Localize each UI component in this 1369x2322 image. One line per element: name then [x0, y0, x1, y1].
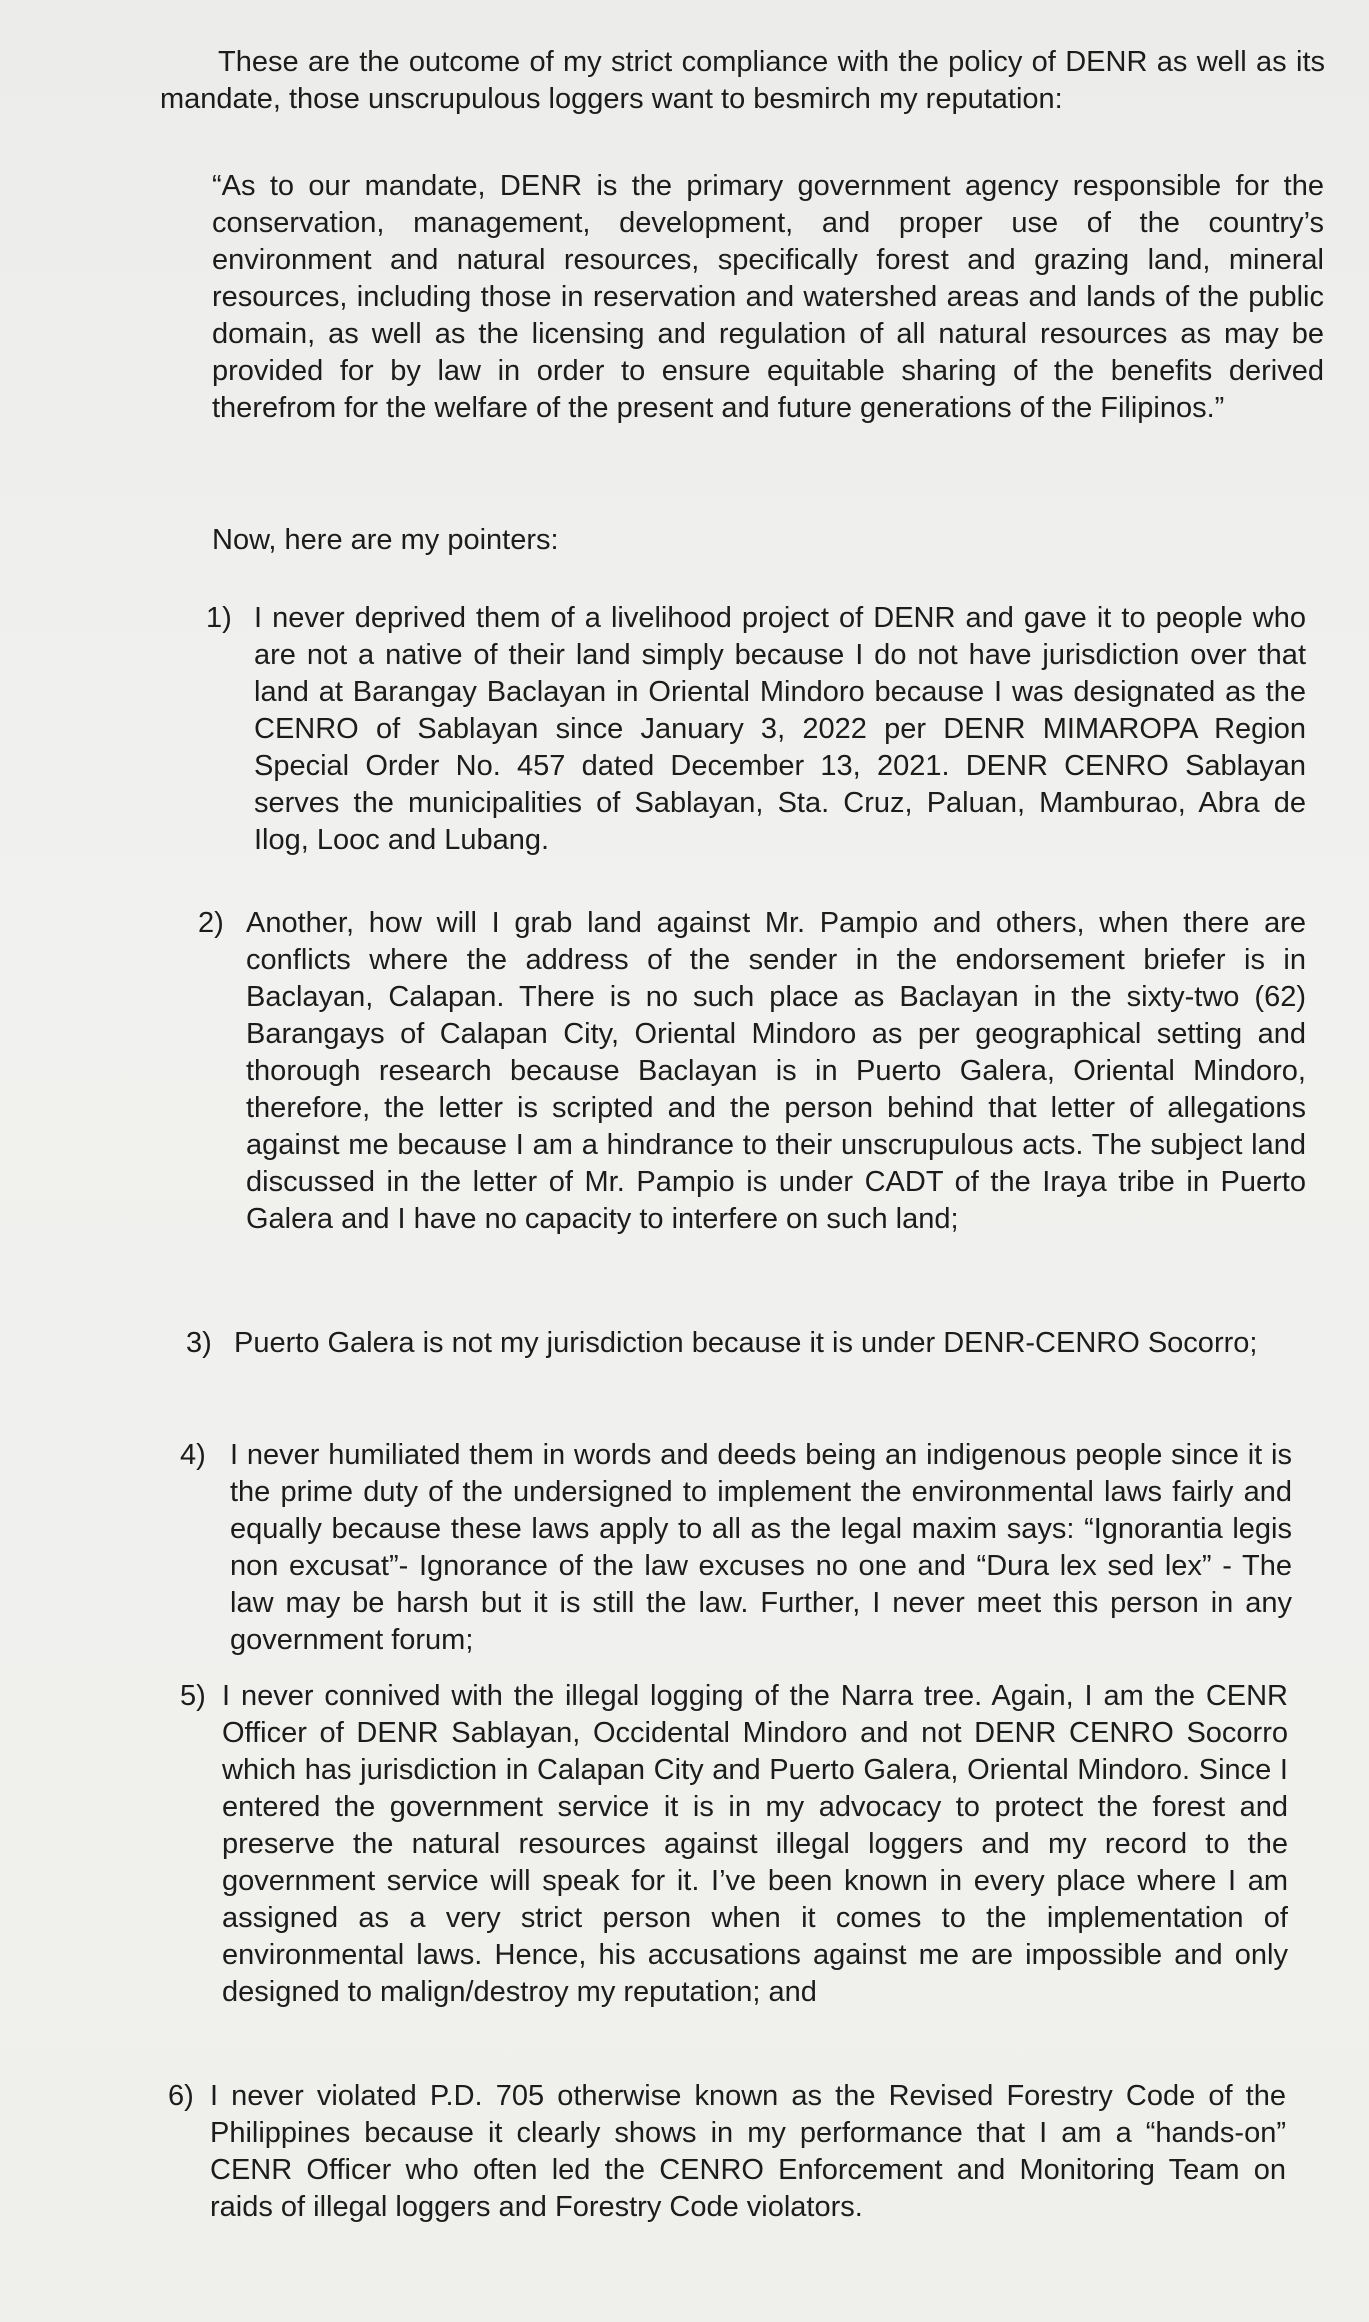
list-item	[180, 1678, 1288, 2011]
list-item-number: 6)	[168, 2080, 194, 2112]
list-item	[186, 1325, 1301, 1362]
list-item-number: 1)	[206, 602, 232, 634]
list-item-text: I never humiliated them in words and deeds being an indigenous people since it is the prime duty of the undersigned to implement the environmental laws fairly and equally because these laws apply to all as the legal maxim says: “Ignorantia legis non excusat”- Ignorance of the law excuses no one and “Dura lex sed lex” - The law may be harsh but it is still the law. Further, I never meet this person in any government forum;	[230, 1439, 1292, 1656]
pointers-intro: Now, here are my pointers:	[212, 524, 559, 556]
list-item-text: I never violated P.D. 705 otherwise known as the Revised Forestry Code of the Philippines because it clearly shows in my performance that I am a “hands-on” CENR Officer who often led the CENRO Enforcement and Monitoring Team on raids of illegal loggers and Forestry Code violators.	[210, 2080, 1286, 2223]
list-item-text: I never connived with the illegal logging of the Narra tree. Again, I am the CENR Officer of DENR Sablayan, Occidental Mindoro and not DENR CENRO Socorro which has jurisdiction in Calapan City and Puerto Galera, Oriental Mindoro. Since I entered the government service it is in my advocacy to protect the forest and preserve the natural resources against illegal loggers and my record to the government service will speak for it. I’ve been known in every place where I am assigned as a very strict person when it comes to the implementation of environmental laws. Hence, his accusations against me are impossible and only designed to malign/destroy my reputation; and	[222, 1680, 1288, 2008]
list-item	[198, 905, 1306, 1238]
intro-paragraph: These are the outcome of my strict compliance with the policy of DENR as well as its mandate, those unscrupulous loggers want to besmirch my reputation:	[160, 46, 1325, 115]
list-item-text: Puerto Galera is not my jurisdiction because it is under DENR-CENRO Socorro;	[234, 1327, 1258, 1359]
list-item-number: 5)	[180, 1680, 206, 1712]
list-item-text: I never deprived them of a livelihood project of DENR and gave it to people who are not a native of their land simply because I do not have jurisdiction over that land at Barangay Baclayan in Oriental Mindoro because I was designated as the CENRO of Sablayan since January 3, 2022 per DENR MIMAROPA Region Special Order No. 457 dated December 13, 2021. DENR CENRO Sablayan serves the municipalities of Sablayan, Sta. Cruz, Paluan, Mamburao, Abra de Ilog, Looc and Lubang.	[254, 602, 1306, 856]
list-item	[206, 600, 1306, 859]
list-item-text: Another, how will I grab land against Mr. Pampio and others, when there are conflicts where the address of the sender in the endorsement briefer is in Baclayan, Calapan. There is no such place as Baclayan in the sixty-two (62) Barangays of Calapan City, Oriental Mindoro as per geographical setting and thorough research because Baclayan is in Puerto Galera, Oriental Mindoro, therefore, the letter is scripted and the person behind that letter of allegations against me because I am a hindrance to their unscrupulous acts. The subject land discussed in the letter of Mr. Pampio is under CADT of the Iraya tribe in Puerto Galera and I have no capacity to interfere on such land;	[246, 907, 1306, 1235]
list-item	[180, 1437, 1292, 1659]
list-item-number: 2)	[198, 907, 224, 939]
list-item	[168, 2078, 1286, 2226]
mandate-quote: “As to our mandate, DENR is the primary government agency responsible for the conservation, management, development, and proper use of the country’s environment and natural resources, specifically forest and grazing land, mineral resources, including those in reservation and watershed areas and lands of the public domain, as well as the licensing and regulation of all natural resources as may be provided for by law in order to ensure equitable sharing of the benefits derived therefrom for the welfare of the present and future generations of the Filipinos.”	[212, 170, 1324, 424]
list-item-number: 3)	[186, 1327, 212, 1359]
list-item-number: 4)	[180, 1439, 206, 1471]
